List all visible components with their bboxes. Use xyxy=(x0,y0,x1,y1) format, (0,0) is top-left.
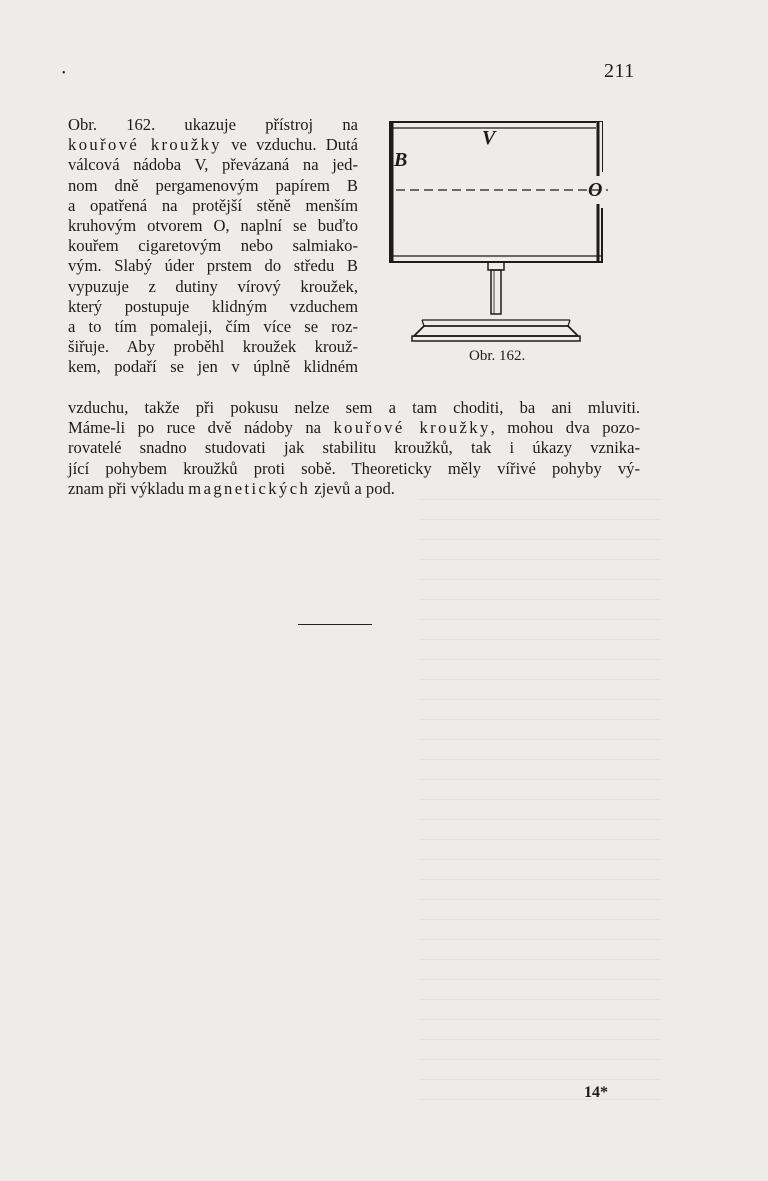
text-line xyxy=(68,135,358,155)
figure-caption: Obr. 162. xyxy=(469,348,526,364)
spaced-emphasis: kouřové kroužky xyxy=(333,418,491,438)
section-divider xyxy=(298,624,372,625)
spaced-emphasis: kouřové kroužky xyxy=(68,135,222,155)
text-line: vypuzuje z dutiny vírový kroužek, xyxy=(68,276,358,296)
stand-column xyxy=(491,270,501,314)
printer-signature-mark: 14* xyxy=(584,1084,608,1101)
text-line: kem, podaří se jen v úplně klidném xyxy=(68,357,358,377)
stray-ink-mark: • xyxy=(62,68,66,79)
text-fragment: znam při výkladu xyxy=(68,478,189,498)
figure-smoke-ring-apparatus xyxy=(382,112,608,377)
vessel-outline xyxy=(390,122,602,262)
label-b: B xyxy=(394,149,408,171)
page-number: 211 xyxy=(604,60,635,82)
text-line: a to tím pomaleji, čím více se roz- xyxy=(68,317,358,337)
spaced-emphasis: magnetických xyxy=(188,478,311,498)
text-line: jící pohybem kroužků proti sobě. Theoreticky měly vířivé pohyby vý- xyxy=(68,458,640,478)
text-line: a opatřená na protější stěně menším xyxy=(68,195,358,215)
show-through-texture xyxy=(420,480,660,1100)
text-line: kruhovým otvorem O, naplní se buďto xyxy=(68,216,358,236)
text-line: který postupuje klidným vzduchem xyxy=(68,296,358,316)
text-fragment: Máme-li po ruce dvě nádoby na xyxy=(68,418,334,438)
text-line xyxy=(68,418,640,438)
text-fragment: , mohou dva pozo- xyxy=(490,418,640,438)
label-v: V xyxy=(482,127,496,149)
text-line: Obr. 162. ukazuje přístroj na xyxy=(68,115,358,134)
paragraph-full-width xyxy=(68,398,640,499)
text-line: šiřuje. Aby proběhl kroužek krouž- xyxy=(68,337,358,357)
text-fragment: ve vzduchu. Dutá xyxy=(222,135,358,155)
paragraph-wrapped xyxy=(68,115,358,378)
text-line: válcová nádoba V, převázaná na jed- xyxy=(68,155,358,175)
text-fragment: zjevů a pod. xyxy=(310,478,395,498)
text-line: nom dně pergamenovým papírem B xyxy=(68,175,358,195)
text-line: rovatelé snadno studovati jak stabilitu kroužků, tak i úkazy vznika- xyxy=(68,438,640,458)
stand-base xyxy=(414,326,578,336)
text-line: vzduchu, takže při pokusu nelze sem a tam choditi, ba ani mluviti. xyxy=(68,398,640,417)
text-line: kouřem cigaretovým nebo salmiako- xyxy=(68,236,358,256)
text-line xyxy=(68,479,640,499)
text-line: vým. Slabý úder prstem do středu B xyxy=(68,256,358,276)
label-o: O xyxy=(588,179,603,201)
